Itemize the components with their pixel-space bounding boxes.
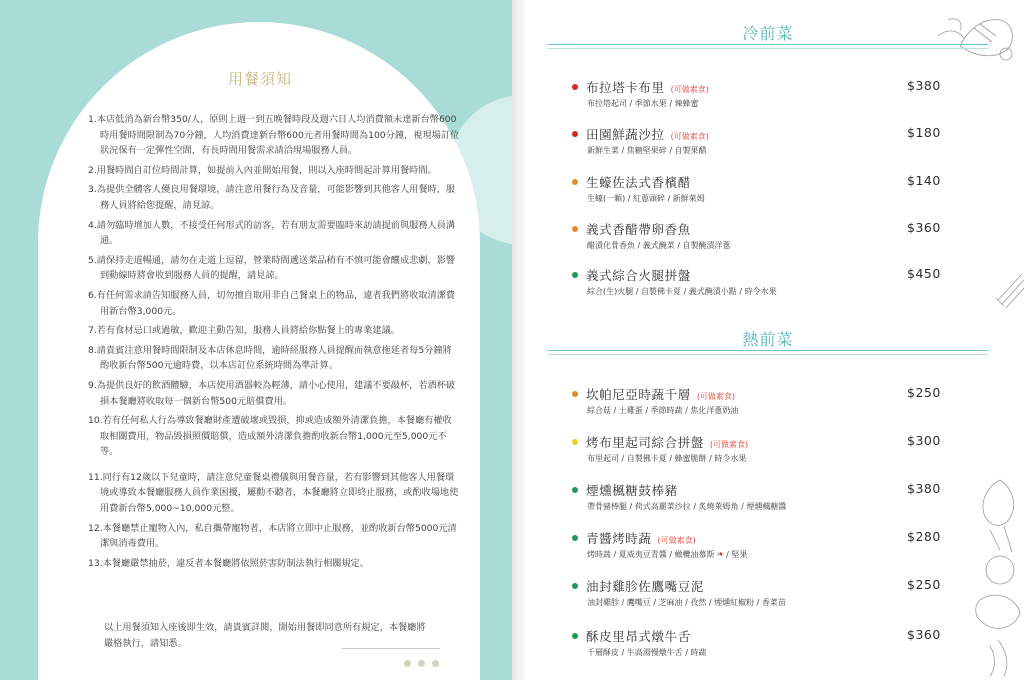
menu-item-name: 烤布里起司綜合拼盤 (可做素食) [586, 435, 749, 450]
notice-rule: 2.用餐時間自訂位時間計算，如提前入內並開始用餐，則以入座時間起計算用餐時間。 [88, 164, 437, 176]
menu-item-description: 生蠔(一顆) / 紅蔥頭碎 / 新鮮萊姆 [587, 194, 705, 203]
menu-page [512, 0, 1024, 680]
notice-rule: 8.請貴賓注意用餐時間限制及本店休息時間，逾時經服務人員提醒而執意拖延者每5分鐘將酌收新台幣500元逾時費，以本店訂位系統時間為準計算。 [88, 344, 452, 372]
menu-item-description: 醋漬化骨香魚 / 義式醃菜 / 自製醃漬洋蔥 [587, 241, 731, 250]
menu-item-name: 生蠔佐法式香檳醋 [586, 175, 691, 190]
bullet-dot-icon [572, 583, 578, 589]
notice-closing: 以上用餐須知入座後即生效，請貴賓詳閱，開始用餐即同意所有規定，本餐廳將嚴格執行，請知悉。 [104, 622, 426, 649]
menu-item-price: $250 [907, 577, 941, 592]
bullet-dot-icon [572, 272, 578, 278]
menu-item-description: 綜合菇 / 土雞蛋 / 季節時蔬 / 焦化洋蔥奶油 [587, 406, 739, 415]
section-divider [548, 48, 988, 49]
vegetable-sketch-icon [960, 470, 1024, 680]
menu-item-price: $180 [907, 125, 941, 140]
menu-item-name: 煙燻楓糖鼓棒豬 [586, 483, 678, 498]
menu-item-price: $140 [907, 173, 941, 188]
menu-item-name: 油封雞胗佐鷹嘴豆泥 [586, 579, 704, 594]
menu-item [572, 266, 952, 306]
dot-icon [418, 660, 425, 667]
notice-rules-list [88, 112, 460, 575]
menu-item [572, 577, 952, 617]
notice-rule: 4.請勿臨時增加人數，不接受任何形式的訪客，若有朋友需要臨時來訪請提前與服務人員溝通。 [88, 219, 456, 247]
vegetarian-tag: (可做素食) [709, 440, 749, 449]
bullet-dot-icon [572, 131, 578, 137]
menu-item-description: 綜合(生)火腿 / 自製佛卡夏 / 義式醃漬小點 / 時令水果 [587, 287, 777, 296]
bullet-dot-icon [572, 535, 578, 541]
vegetarian-tag: (可做素食) [657, 536, 696, 545]
fork-sketch-icon [994, 260, 1024, 310]
menu-item-name: 坎帕尼亞時蔬千層 (可做素食) [586, 387, 736, 402]
bullet-dot-icon [572, 487, 578, 493]
menu-item-name: 義式綜合火腿拼盤 [586, 268, 691, 283]
menu-item-description: 帶骨豬棒腿 / 荷式高麗菜沙拉 / 炙燒萊姆角 / 煙燻楓糖醬 [587, 502, 787, 511]
menu-item [572, 481, 952, 521]
menu-item-name: 布拉塔卡布里 (可做素食) [586, 80, 709, 95]
menu-item [572, 125, 952, 165]
notice-rule: 9.為提供良好的飲酒體驗，本店使用酒器較為輕薄，請小心使用，建議不要敲杯，若酒杯破損本餐廳將收取每一個新台幣500元賠償費用。 [88, 379, 456, 407]
vegetarian-tag: (可做素食) [670, 132, 709, 141]
menu-item [572, 433, 952, 473]
menu-item-price: $380 [907, 481, 941, 496]
menu-item [572, 220, 952, 260]
notice-title: 用餐須知 [227, 70, 292, 88]
notice-rule: 12.本餐廳禁止寵物入內，私自攜帶寵物者，本店將立即中止服務，並酌收新台幣5000元清潔與消毒費用。 [88, 522, 457, 550]
menu-item [572, 78, 952, 118]
notice-rule: 10.若有任何私人行為導致餐廳財產遭破壞或毀損，抑或造成額外清潔負擔，本餐廳有權收取相關費用，物品毀損照價賠償，造成額外清潔負擔酌收新台幣1,000元至5,000元不等。 [88, 415, 452, 458]
notice-rule: 11.同行有12歲以下兒童時，請注意兒童餐桌禮儀與用餐音量，若有影響到其他客人用餐環境或導致本餐廳服務人員作業困擾，屢勸不聽者，本餐廳將立即終止服務，或酌收場地使用費新台幣5,000~10,000元整。 [88, 471, 459, 515]
menu-item-price: $380 [907, 78, 941, 93]
notice-rule: 1.本店低消為新台幣350/人，原則上週一到五晚餐時段及週六日人均消費額未達新台幣600時用餐時間限制為70分鐘，人均消費達新台幣600元者用餐時間為100分鐘，視現場訂位狀況保有一定彈性空間，有長時間用餐需求請洽現場服務人員。 [88, 114, 460, 157]
page-dots [404, 660, 439, 667]
menu-item [572, 529, 952, 569]
bullet-dot-icon [572, 226, 578, 232]
section-divider [548, 350, 988, 351]
menu-item-price: $360 [907, 220, 941, 235]
menu-item-description: 千層酥皮 / 牛高湯慢燉牛舌 / 時蔬 [587, 648, 707, 657]
menu-item-name: 酥皮里昂式燉牛舌 [586, 629, 691, 644]
bullet-dot-icon [572, 179, 578, 185]
bullet-dot-icon [572, 633, 578, 639]
notice-rule: 6.有任何需求請告知服務人員，切勿擅自取用非自己餐桌上的物品，違者我們將收取清潔費用新台幣3,000元。 [88, 289, 456, 317]
divider [342, 648, 440, 649]
menu-item-price: $280 [907, 529, 941, 544]
menu-item-price: $250 [907, 385, 941, 400]
section-divider [548, 44, 988, 45]
vegetarian-tag: (可做素食) [670, 85, 709, 94]
menu-item-price: $450 [907, 266, 941, 281]
menu-item-price: $300 [907, 433, 941, 448]
menu-item-description: 布里起司 / 自製佛卡夏 / 蜂蜜脆餅 / 時令水果 [587, 454, 747, 463]
dot-icon [432, 660, 439, 667]
menu-item-name: 青醬烤時蔬 (可做素食) [586, 531, 696, 546]
menu-item-price: $360 [907, 627, 941, 642]
vegetarian-tag: (可做素食) [696, 392, 736, 401]
page-spine-shadow [512, 0, 528, 680]
herb-sketch-icon [930, 6, 1024, 66]
section-title-cold: 冷前菜 [742, 24, 794, 43]
section-title-hot: 熱前菜 [742, 330, 794, 349]
menu-item-name: 田園鮮蔬沙拉 (可做素食) [586, 127, 709, 142]
notice-rule: 7.若有食材忌口或過敏，歡迎主動告知，服務人員將給你點餐上的專業建議。 [88, 325, 400, 337]
menu-item-description: 新鮮生菜 / 焦糖堅果碎 / 自製果醋 [587, 146, 707, 155]
menu-item-description: 布拉塔起司 / 季節水果 / 辣蜂蜜 [587, 99, 699, 108]
notice-rule: 3.為提供全體客人優良用餐環境，請注意用餐行為及音量，可能影響到其他客人用餐時，服務人員將給您提醒，請見諒。 [88, 184, 456, 211]
bullet-dot-icon [572, 439, 578, 445]
dot-icon [404, 660, 411, 667]
bullet-dot-icon [572, 84, 578, 90]
section-divider [548, 354, 988, 355]
menu-item-name: 義式香醋帶卵香魚 [586, 222, 691, 237]
menu-item [572, 627, 952, 667]
notice-rule: 5.請保持走道暢通，請勿在走道上逗留，營業時間遞送菜品稍有不慎可能會釀成悲劇，影響到動線時將會收到服務人員的提醒，請見諒。 [88, 254, 456, 282]
notice-rule: 13.本餐廳嚴禁抽菸，違反者本餐廳將依照菸害防制法執行相關規定。 [88, 557, 370, 569]
menu-item-description: 油封雞胗 / 鷹嘴豆 / 芝麻油 / 孜然 / 煙燻紅椒粉 / 香菜苗 [587, 598, 786, 607]
bullet-dot-icon [572, 391, 578, 397]
menu-item [572, 385, 952, 425]
menu-item [572, 173, 952, 213]
menu-item-description: 烤時蔬 / 夏威夷豆青醬 / 橄欖油慕斯 ❧ / 堅果 [587, 550, 748, 560]
chili-pepper-icon: ❧ [716, 550, 725, 560]
